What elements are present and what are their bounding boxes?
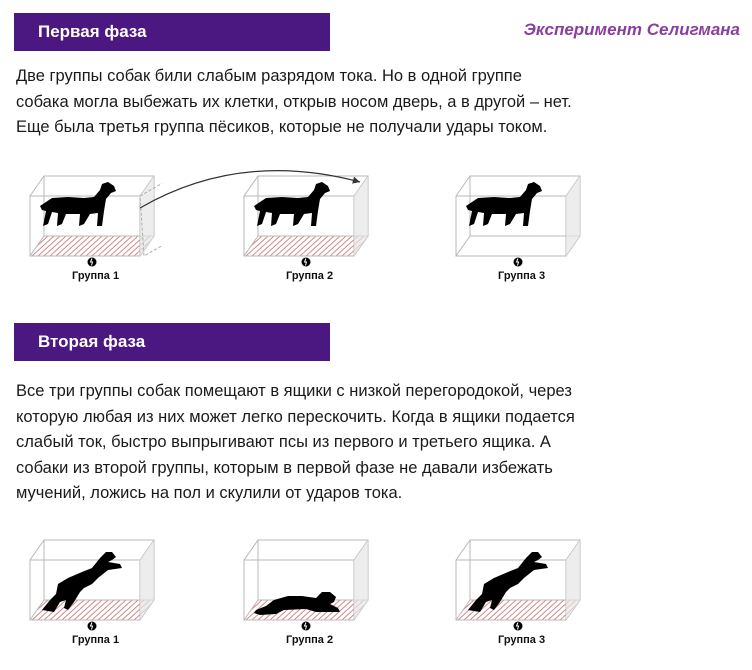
cage-back-wall — [258, 540, 368, 600]
phase2-line: собаки из второй группы, которым в первой фазе не давали избежать — [16, 458, 553, 477]
phase1-title: Первая фаза — [38, 22, 147, 41]
dog-silhouette — [40, 182, 116, 226]
phase2-description — [16, 379, 736, 507]
phase1-cage-group3 — [448, 166, 588, 306]
cage-illustration — [22, 166, 162, 270]
cage-side-panel — [566, 176, 580, 256]
cage-front-frame — [30, 560, 140, 620]
dog-silhouette — [254, 182, 330, 226]
phase2-title: Вторая фаза — [38, 332, 146, 351]
dog-silhouette — [468, 552, 548, 612]
cage-side-panel — [566, 540, 580, 620]
dog-silhouette — [42, 552, 122, 612]
dog-silhouette — [466, 182, 542, 226]
phase1-line: собака могла выбежать их клетки, открыв носом дверь, а в другой – нет. — [16, 92, 572, 111]
phase2-cage-group2 — [236, 530, 376, 670]
phase1-cage-group1 — [22, 166, 162, 306]
phase1-line: Еще была третья группа пёсиков, которые не получали удары током. — [16, 118, 548, 136]
group-label: Группа 1 — [72, 634, 120, 646]
cage-illustration — [448, 166, 588, 270]
cage-illustration — [236, 166, 376, 270]
cage-side-panel — [140, 176, 154, 256]
group-label: Группа 2 — [286, 270, 334, 282]
phase2-line: слабый ток, быстро выпрыгивают псы из первого и третьего ящика. А — [16, 433, 551, 451]
phase1-cage-group2 — [236, 166, 376, 306]
phase1-line: Две группы собак били слабым разрядом тока. Но в одной группе — [16, 67, 522, 85]
group-label: Группа 3 — [498, 270, 546, 282]
phase2-line: мучений, ложись на пол и скулили от ударов тока. — [16, 484, 403, 502]
cage-illustration — [236, 530, 376, 634]
cage-front-frame — [456, 560, 566, 620]
cage-illustration — [448, 530, 588, 634]
cage-side-panel — [354, 176, 368, 256]
phase2-title-bar — [14, 323, 330, 361]
phase2-line: которую любая из них может легко перескочить. Когда в ящики подается — [16, 407, 575, 426]
group-label: Группа 1 — [72, 270, 120, 282]
phase1-description — [16, 64, 736, 141]
phase1-title-bar — [14, 13, 330, 51]
phase2-cage-group3 — [448, 530, 588, 670]
cage-side-panel — [354, 540, 368, 620]
cage-side-panel — [140, 540, 154, 620]
experiment-title: Эксперимент Селигмана — [523, 20, 740, 39]
group-label: Группа 2 — [286, 634, 334, 646]
group-label: Группа 3 — [498, 634, 546, 646]
phase2-cage-group1 — [22, 530, 162, 670]
phase2-line: Все три группы собак помещают в ящики с низкой перегородокой, через — [16, 382, 572, 400]
cage-illustration — [22, 530, 162, 634]
